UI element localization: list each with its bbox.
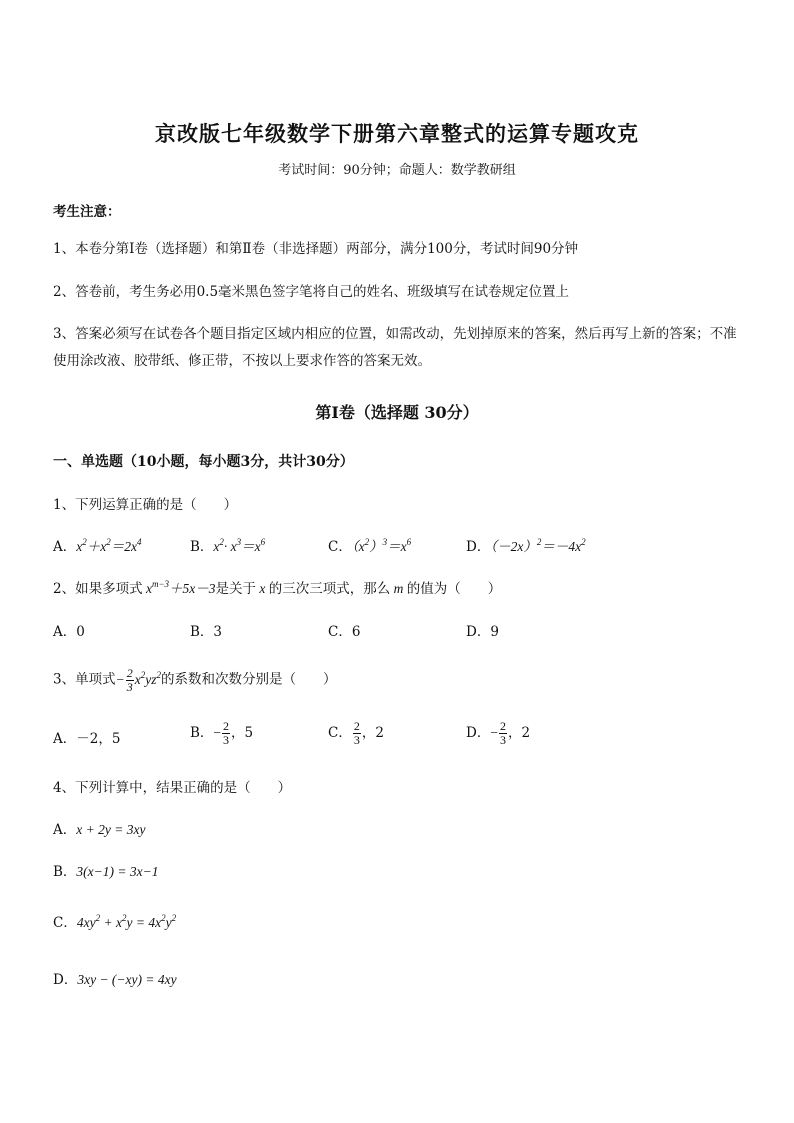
notice-item-3: 3、答案必须写在试卷各个题目指定区域内相应的位置，如需改动，先划掉原来的答案，然后再写上新的答案；不准使用涂改液、胶带纸、修正带，不按以上要求作答的答案无效。: [53, 326, 737, 369]
option-label: B．: [53, 864, 77, 880]
question-1-option-c[interactable]: [328, 535, 411, 555]
question-1-stem: 1、下列运算正确的是（ ）: [53, 497, 238, 513]
fraction: $\frac{2}{3}$: [353, 719, 360, 747]
question-4-option-a[interactable]: [53, 818, 145, 838]
option-label: A．: [53, 539, 77, 555]
stem-text: 的系数和次数分别是（ ）: [160, 671, 337, 688]
option-label: C．: [328, 539, 352, 555]
notice-heading: 考生注意：: [53, 204, 121, 220]
math-expression: $x^2+x^2=2x^4$: [76, 537, 142, 554]
question-4-stem: 4、下列计算中，结果正确的是（ ）: [53, 780, 292, 796]
question-3-option-c[interactable]: [328, 720, 384, 747]
notice-item-2: 2、答卷前，考生务必用0.5毫米黑色签字笔将自己的姓名、班级填写在试卷规定位置上: [53, 284, 570, 300]
math-expression: $(x^2)^3=x^6$: [351, 537, 412, 554]
option-label: D．: [466, 725, 491, 741]
math-expression: 3(x−1) = 3x−1: [76, 864, 159, 879]
math-expression: $x^2\cdot x^3=x^6$: [213, 537, 266, 554]
question-3-stem: [53, 667, 336, 694]
fraction: $\frac{2}{3}$: [499, 719, 506, 747]
page-title: 京改版七年级数学下册第六章整式的运算专题攻克: [155, 121, 639, 146]
question-3-option-a[interactable]: A．－2，5: [53, 731, 121, 747]
math-variable: x: [256, 581, 269, 596]
question-2-stem: [53, 577, 501, 597]
question-2-option-d[interactable]: D．9: [466, 624, 499, 640]
question-2-option-b[interactable]: B．3: [190, 624, 223, 640]
option-tail: ，2: [507, 725, 531, 741]
notice-item-1: 1、本卷分第Ⅰ卷（选择题）和第Ⅱ卷（非选择题）两部分，满分100分，考试时间90分钟: [53, 241, 579, 257]
option-label: C．: [53, 915, 77, 931]
subsection-title: 一、单选题（10小题，每小题3分，共计30分）: [53, 454, 354, 470]
fraction: $\frac{2}{3}$: [223, 719, 230, 747]
question-2-option-a[interactable]: A．0: [53, 624, 85, 640]
option-label: B．: [190, 725, 214, 741]
option-label: D．: [466, 539, 491, 555]
question-3-option-b[interactable]: B．− $\frac{2}{3}$ ，5: [190, 719, 254, 747]
math-expression: − $\frac{2}{3}$ $x^2yz^2$: [115, 666, 161, 694]
question-4-option-c[interactable]: [53, 911, 176, 931]
stem-text: 的值为（ ）: [406, 581, 502, 597]
option-tail: ，5: [231, 725, 254, 741]
question-1-option-b[interactable]: [190, 535, 265, 555]
stem-text: 2、如果多项式: [53, 581, 143, 597]
math-expression: $(-2x)^2=-4x^2$: [490, 537, 586, 554]
question-4-option-d[interactable]: [53, 968, 177, 988]
option-label: C．: [328, 725, 352, 741]
math-variable: m: [390, 581, 407, 596]
question-3-option-d[interactable]: D．− $\frac{2}{3}$ ，2: [466, 719, 531, 747]
stem-text: 3、单项式: [53, 671, 116, 688]
question-2-option-c[interactable]: C．6: [328, 624, 361, 640]
math-expression: x + 2y = 3xy: [76, 822, 146, 837]
option-label: D．: [53, 972, 78, 988]
math-expression: $x^{m-3}+5x-3$: [142, 579, 216, 596]
option-tail: ，2: [361, 725, 384, 741]
stem-text: 的三次三项式，那么: [268, 581, 391, 597]
section-title: 第Ⅰ卷（选择题 30分）: [315, 403, 479, 422]
question-1-option-d[interactable]: [466, 535, 586, 555]
stem-text: 是关于: [215, 581, 257, 597]
math-expression: 3xy − (−xy) = 4xy: [77, 972, 177, 987]
page-subtitle: 考试时间：90分钟；命题人：数学教研组: [278, 163, 516, 178]
option-label: A．: [53, 822, 77, 838]
question-1-option-a[interactable]: [53, 535, 142, 555]
math-expression: $4xy^2 + x^2y = 4x^2y^2$: [76, 913, 177, 930]
question-4-option-b[interactable]: [53, 860, 159, 880]
option-label: B．: [190, 539, 214, 555]
